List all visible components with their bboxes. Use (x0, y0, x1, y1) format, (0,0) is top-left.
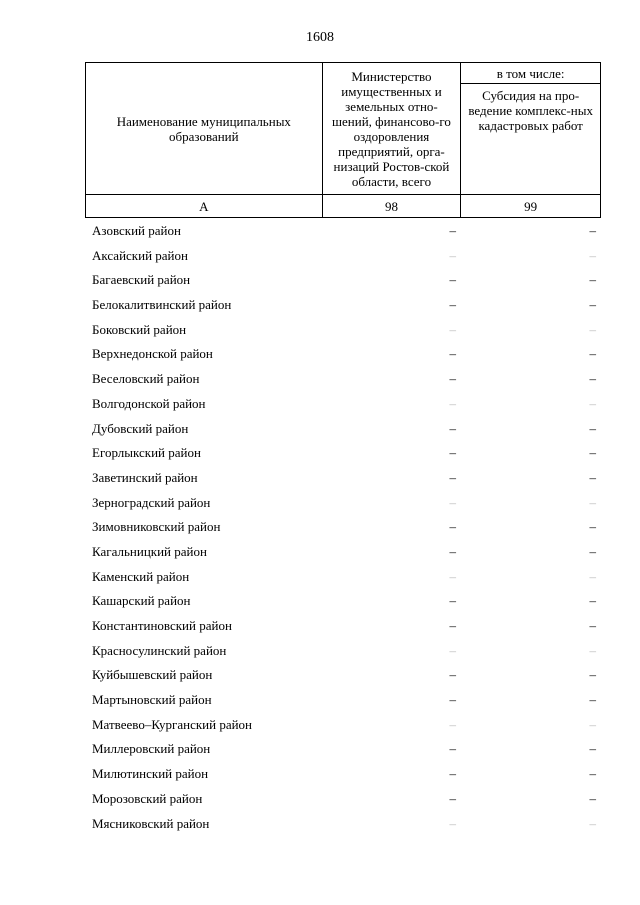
row-ministry-value: – (449, 766, 456, 782)
row-subsidy-value: – (589, 445, 596, 461)
table-row (85, 688, 601, 713)
row-name: Зерноградский район (92, 494, 211, 510)
row-ministry-value: – (449, 223, 456, 238)
row-name: Мясниковский район (92, 815, 210, 831)
row-name: Боковский район (92, 321, 187, 337)
row-subsidy-value: – (589, 469, 596, 485)
header-including: в том числе: (461, 63, 601, 84)
row-name: Дубовский район (92, 420, 189, 436)
row-ministry-value: – (449, 692, 456, 708)
row-subsidy-value: – (589, 815, 596, 831)
row-subsidy-value: – (589, 519, 596, 535)
row-name: Белокалитвинский район (92, 297, 232, 313)
row-ministry-value: – (449, 420, 456, 436)
row-ministry-value: – (449, 568, 456, 584)
table-row (85, 737, 601, 762)
code-name: А (86, 195, 323, 218)
row-name: Миллеровский район (92, 741, 211, 757)
row-name: Куйбышевский район (92, 667, 213, 683)
row-ministry-value: – (449, 445, 456, 461)
table-row (85, 342, 601, 367)
table-row (85, 318, 601, 343)
table-body (85, 219, 601, 836)
table-row (85, 417, 601, 442)
row-name: Кагальницкий район (92, 543, 207, 559)
row-name: Каменский район (92, 568, 190, 584)
row-ministry-value: – (449, 543, 456, 559)
row-name: Кашарский район (92, 593, 191, 609)
row-name: Егорлыкский район (92, 445, 201, 461)
table-row (85, 639, 601, 664)
table-row (85, 219, 601, 244)
row-subsidy-value: – (589, 420, 596, 436)
row-name: Константиновский район (92, 618, 232, 633)
row-name: Азовский район (92, 223, 181, 238)
table-row (85, 244, 601, 269)
row-subsidy-value: – (589, 371, 596, 387)
row-ministry-value: – (449, 519, 456, 535)
row-subsidy-value: – (589, 223, 596, 238)
table-row (85, 466, 601, 491)
row-subsidy-value: – (589, 642, 596, 658)
row-subsidy-value: – (589, 593, 596, 609)
table-row (85, 787, 601, 812)
row-ministry-value: – (449, 494, 456, 510)
row-subsidy-value: – (589, 494, 596, 510)
row-ministry-value: – (449, 272, 456, 288)
row-name: Красносулинский район (92, 642, 227, 658)
row-subsidy-value: – (589, 297, 596, 313)
code-subsidy: 99 (461, 195, 601, 218)
header-subsidy-column: Субсидия на про-ведение комплекс-ных кадастровых работ (461, 84, 601, 195)
row-name: Зимовниковский район (92, 519, 221, 535)
row-name: Матвеево–Курганский район (92, 716, 253, 732)
row-name: Верхнедонской район (92, 346, 213, 362)
row-subsidy-value: – (589, 568, 596, 584)
table-row (85, 515, 601, 540)
table-row (85, 614, 601, 639)
row-subsidy-value: – (589, 395, 596, 411)
row-name: Морозовский район (92, 790, 203, 806)
page-number: 1608 (306, 30, 334, 45)
row-ministry-value: – (449, 371, 456, 387)
table-row (85, 565, 601, 590)
table-row (85, 589, 601, 614)
row-ministry-value: – (449, 321, 456, 337)
table-row (85, 293, 601, 318)
table-row (85, 812, 601, 837)
table-row (85, 762, 601, 787)
row-ministry-value: – (449, 642, 456, 658)
row-ministry-value: – (449, 815, 456, 831)
row-subsidy-value: – (589, 692, 596, 708)
header-name-column: Наименование муниципальных образований (86, 63, 323, 195)
table-row (85, 713, 601, 738)
row-subsidy-value: – (589, 247, 596, 263)
row-ministry-value: – (449, 716, 456, 732)
row-name: Аксайский район (92, 247, 188, 263)
row-name: Мартыновский район (92, 692, 212, 708)
row-ministry-value: – (449, 593, 456, 609)
row-subsidy-value: – (589, 667, 596, 683)
row-ministry-value: – (449, 667, 456, 683)
row-ministry-value: – (449, 247, 456, 263)
row-ministry-value: – (449, 618, 456, 633)
header-ministry-column: Министерство имущественных и земельных отно-шений, финансово-го оздоровления предприятий, орга-низаций Ростов-ской области, всего (322, 63, 461, 195)
row-ministry-value: – (449, 790, 456, 806)
row-subsidy-value: – (589, 618, 596, 633)
row-name: Милютинский район (92, 766, 209, 782)
row-subsidy-value: – (589, 790, 596, 806)
table-row (85, 367, 601, 392)
row-ministry-value: – (449, 346, 456, 362)
table-row (85, 491, 601, 516)
row-subsidy-value: – (589, 741, 596, 757)
row-subsidy-value: – (589, 543, 596, 559)
row-name: Заветинский район (92, 469, 198, 485)
row-subsidy-value: – (589, 321, 596, 337)
row-subsidy-value: – (589, 766, 596, 782)
table-row (85, 392, 601, 417)
row-ministry-value: – (449, 469, 456, 485)
row-subsidy-value: – (589, 346, 596, 362)
row-name: Веселовский район (92, 371, 200, 387)
row-ministry-value: – (449, 297, 456, 313)
table-header (85, 62, 601, 218)
row-name: Волгодонской район (92, 395, 206, 411)
table-row (85, 268, 601, 293)
table-row (85, 663, 601, 688)
row-name: Багаевский район (92, 272, 191, 288)
code-ministry: 98 (322, 195, 461, 218)
row-ministry-value: – (449, 741, 456, 757)
row-subsidy-value: – (589, 716, 596, 732)
table-row (85, 540, 601, 565)
table-row (85, 441, 601, 466)
row-subsidy-value: – (589, 272, 596, 288)
row-ministry-value: – (449, 395, 456, 411)
